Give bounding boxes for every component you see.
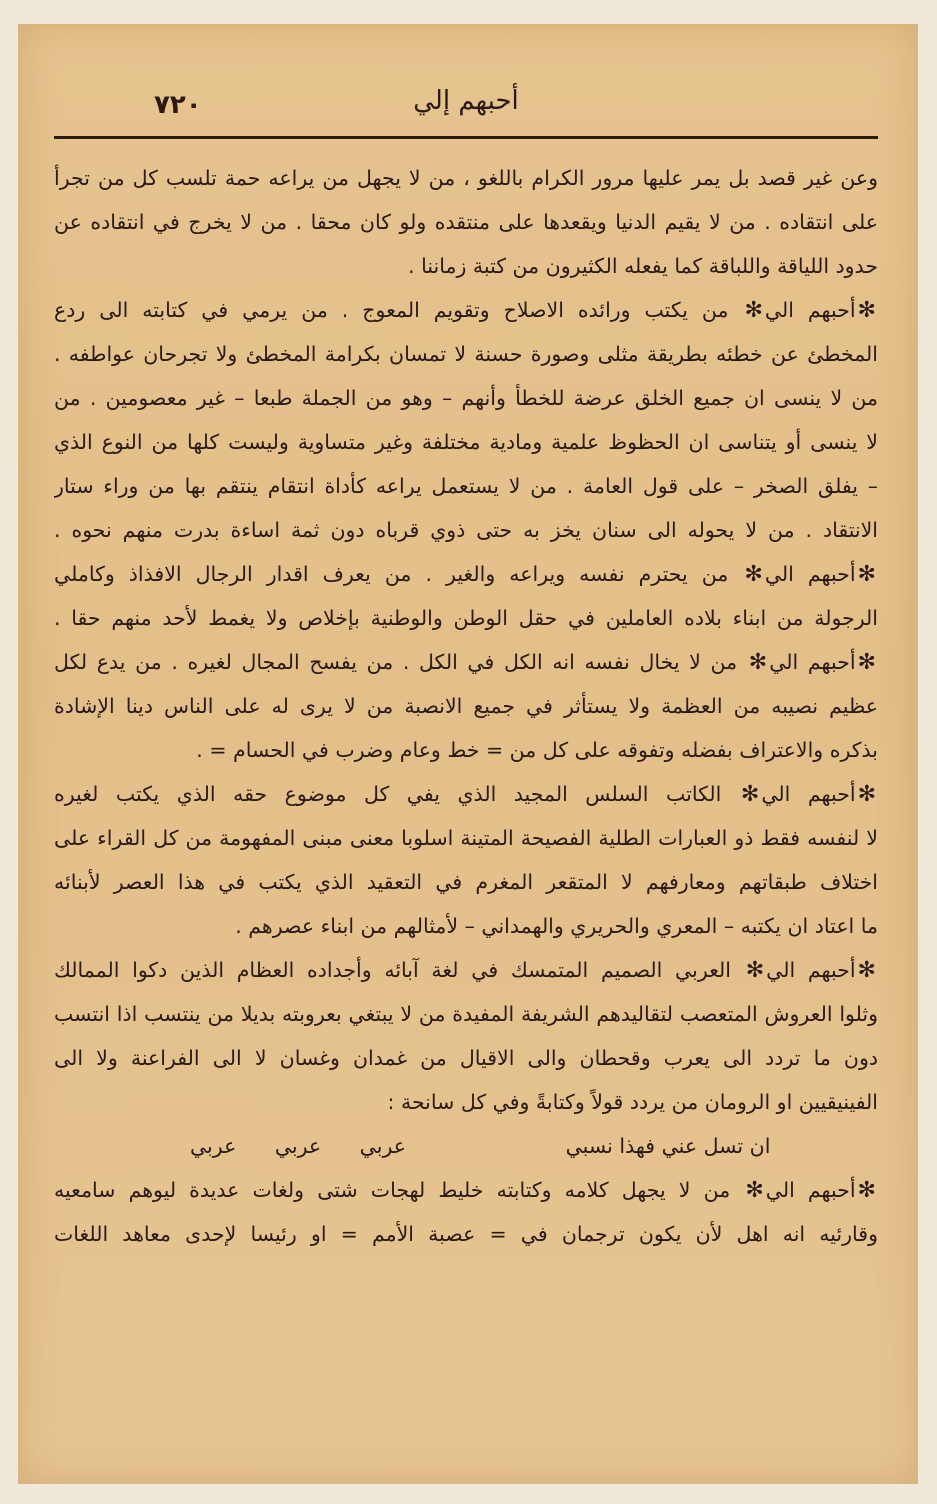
text-line: الفينيقيين او الرومان من يردد قولاً وكتابةً وفي كل سانحة : [387,1090,878,1114]
text-line: – يفلق الصخر – على قول العامة . من لا يستعمل يراعه كأداة انتقام ينتقم بها من وراء ستار [54,474,878,498]
poem-verse [54,1124,878,1168]
text-line: لا ينسى أو يتناسى ان الحظوظ علمية ومادية مختلفة وغير متساوية وليست كلها من النوع الذي [54,430,878,454]
rosette-ornament-icon: ✻ [744,562,763,587]
rosette-ornament-icon: ✻ [745,1178,764,1203]
rosette-ornament-icon: ✻ [857,562,876,587]
rosette-ornament-icon: ✻ [857,1178,876,1203]
text-line: حدود اللياقة واللباقة كما يفعله الكثيرون من كتبة زماننا . [408,254,878,278]
poem-hemistich-second: عربي عربي عربي [189,1134,407,1158]
text-line [54,640,878,684]
paragraph-lead: أحبهم الي [761,782,856,806]
paragraph-text: من يحترم نفسه ويراعه والغير . من يعرف اقدار الرجال الافذاذ وكاملي [54,562,729,586]
text-line: لا لنفسه فقط ذو العبارات الطلية الفصيحة المتينة اسلوبا معنى مبنى المفهومة من كل القراء على [54,826,878,850]
rosette-ornament-icon: ✻ [857,298,876,323]
text-line: دون ما تردد الى يعرب وقحطان والى الاقيال من غمدان وغسان لا الى الفراعنة ولا الى [54,1046,878,1070]
rosette-ornament-icon: ✻ [740,782,760,807]
page-header [54,84,878,140]
text-line: الانتقاد . من لا يحوله الى سنان يخز به حتى ذوي قرباه دون ثمة اساءة بدرت منهم نحوه . [54,518,878,542]
text-line: وقارئيه انه اهل لأن يكون ترجمان في = عصبة الأمم = او رئيسا لإحدى معاهد اللغات [54,1222,878,1246]
page-body [54,156,878,1256]
text-line [54,948,878,992]
text-line: بذكره والاعتراف بفضله وتفوقه على كل من = خط وعام وضرب في الحسام = . [196,738,878,762]
paragraph-text: العربي الصميم المتمسك في لغة آبائه وأجداده العظام الذين دكوا الممالك [54,958,731,982]
rosette-ornament-icon: ✻ [857,650,876,675]
page-number: ٧٢٠ [154,90,202,120]
text-line [54,288,878,332]
text-line: وثلوا العروش المتعصب لتقاليدهم الشريفة المفيدة من لا يبتغي بعروبته بديلا من ينتسب اذا انتسب [54,1002,878,1026]
paragraph-lead: أحبهم الي [765,1178,856,1202]
text-line: الرجولة من ابناء بلاده العاملين في حقل الوطن والوطنية بإخلاص ولا يغمط لأحد منهم حقا . [54,606,878,630]
text-line: ما اعتاد ان يكتبه – المعري والحريري والهمداني – لأمثالهم من ابناء عصرهم . [235,914,878,938]
paragraph-text: من يكتب ورائده الاصلاح وتقويم المعوج . من يرمي في كتابته الى ردع [54,298,729,322]
running-title: أحبهم إلي [413,86,519,116]
rosette-ornament-icon: ✻ [857,782,876,807]
text-line: وعن غير قصد بل يمر عليها مرور الكرام باللغو ، من لا يجهل من يراعه حمة تلسب كل من تجرأ [54,166,878,190]
text-line [54,552,878,596]
text-line: المخطئ عن خطئه بطريقة مثلى وصورة حسنة لا تمسان بكرامة المخطئ ولا تجرحان عواطفه . [54,342,878,366]
text-line [54,1168,878,1212]
text-line: عظيم نصيبه من العظمة ولا يستأثر في جميع الانصبة من لا يرى له على الناس دينا الإشادة [54,694,878,718]
rosette-ornament-icon: ✻ [748,650,768,675]
rosette-ornament-icon: ✻ [744,298,763,323]
paragraph-text: الكاتب السلس المجيد الذي يفي كل موضوع حقه الذي يكتب لغيره [54,782,722,806]
rosette-ornament-icon: ✻ [745,958,765,983]
paragraph-text: من لا يجهل كلامه وكتابته خليط لهجات شتى ولغات عديدة ليوهم سامعيه [54,1178,731,1202]
text-line: اختلاف طبقاتهم ومعارفهم لا المتقعر المغرم في التعقيد الذي يكتب في هذا العصر لأبنائه [54,870,878,894]
paragraph-lead: أحبهم الي [764,562,856,586]
poem-hemistich-first: ان تسل عني فهذا نسبي [565,1134,771,1158]
paragraph-lead: أحبهم الي [766,958,856,982]
paragraph-lead: أحبهم الي [764,298,856,322]
paragraph-text: من لا يخال نفسه انه الكل في الكل . من يفسح المجال لغيره . من يدع لكل [54,650,738,674]
text-line [54,772,878,816]
text-line: على انتقاده . من لا يقيم الدنيا ويقعدها على منتقده ولو كان محقا . من لا يخرج في انتقاده عن [54,210,878,234]
header-rule [54,136,878,139]
text-line: من لا ينسى ان جميع الخلق عرضة للخطأ وأنهم – وهو من الجملة طبعا – غير معصومين . من [54,386,878,410]
rosette-ornament-icon: ✻ [857,958,876,983]
book-page [18,24,918,1484]
paragraph-lead: أحبهم الي [769,650,856,674]
